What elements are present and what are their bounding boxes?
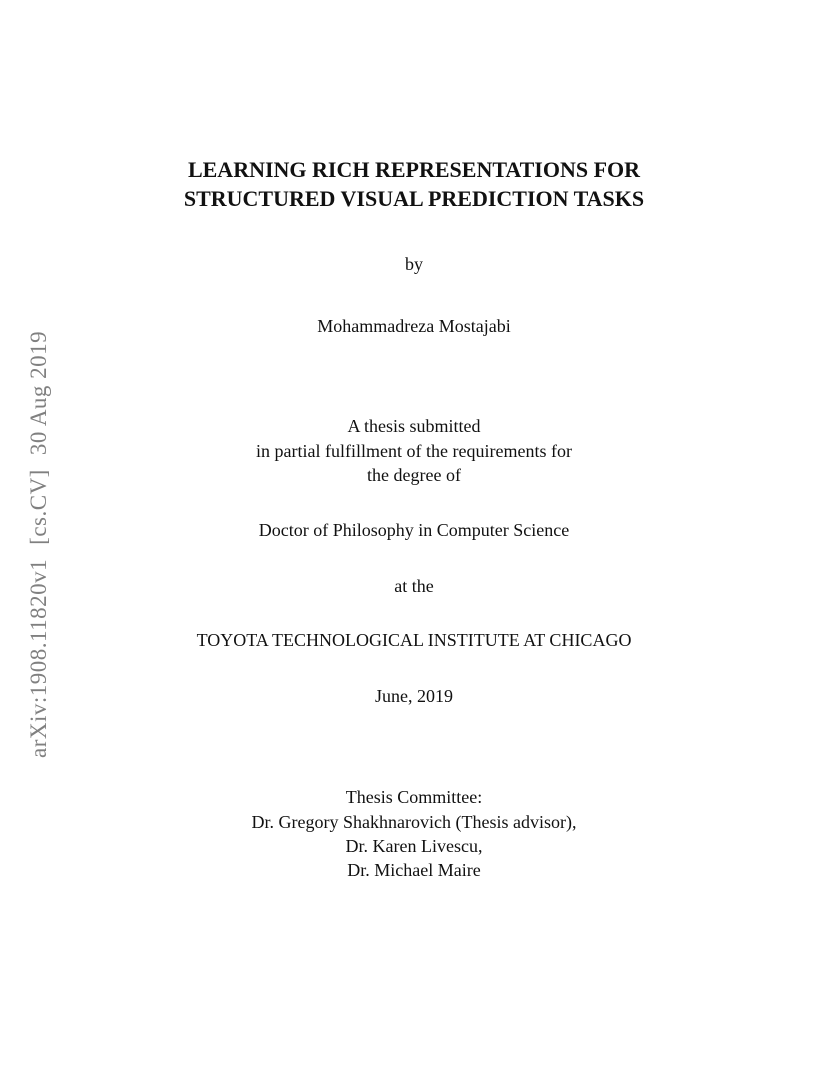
committee-member: Dr. Michael Maire — [347, 860, 481, 880]
title-line-2: STRUCTURED VISUAL PREDICTION TASKS — [183, 186, 645, 211]
submission-line-2: in partial fulfillment of the requirements for — [256, 441, 572, 461]
submission-line-1: A thesis submitted — [347, 416, 481, 436]
title-line-1: LEARNING RICH REPRESENTATIONS FOR — [187, 157, 641, 182]
submission-line-3: the degree of — [367, 465, 461, 485]
arxiv-category: [cs.CV] — [26, 469, 51, 545]
at-the-text: at the — [394, 576, 434, 596]
committee-heading: Thesis Committee: — [345, 787, 483, 807]
author-name: Mohammadreza Mostajabi — [317, 316, 511, 336]
institution-name: TOYOTA TECHNOLOGICAL INSTITUTE AT CHICAGO — [196, 630, 632, 650]
thesis-date: June, 2019 — [375, 686, 453, 706]
arxiv-date: 30 Aug 2019 — [26, 330, 51, 456]
degree-name: Doctor of Philosophy in Computer Science — [258, 520, 570, 540]
by-text: by — [405, 254, 423, 274]
arxiv-id: arXiv:1908.11820v1 — [26, 558, 51, 758]
committee-member: Dr. Gregory Shakhnarovich (Thesis advisor), — [251, 812, 577, 832]
committee-member: Dr. Karen Livescu, — [345, 836, 483, 856]
